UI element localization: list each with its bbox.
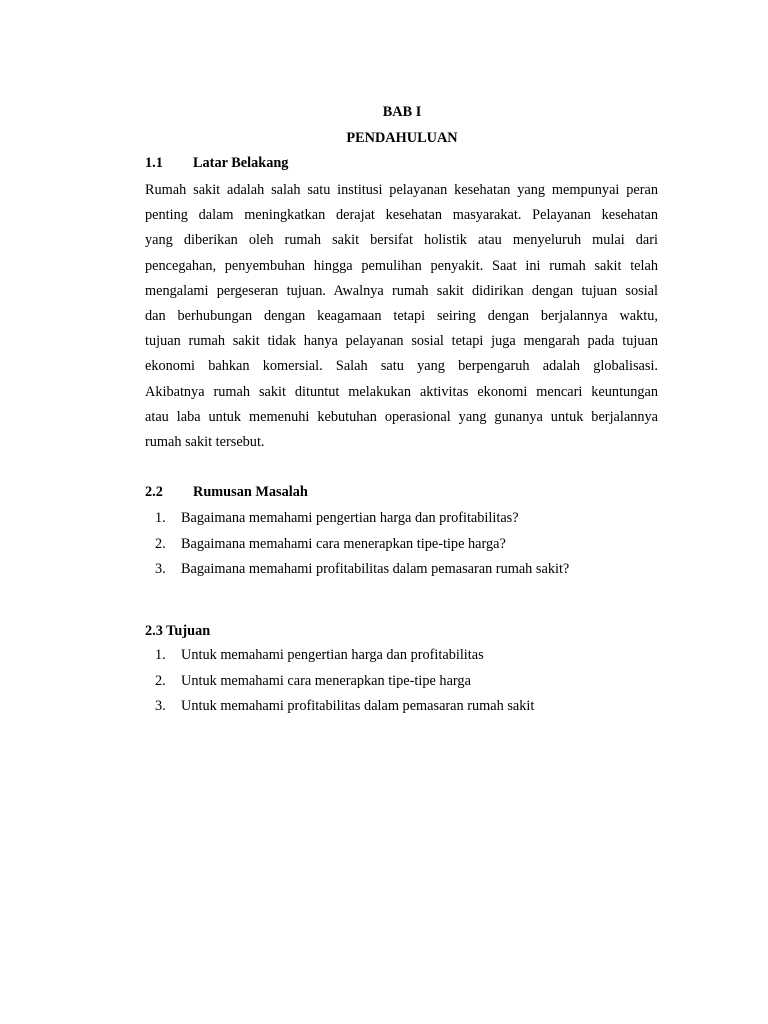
list-item <box>155 532 569 558</box>
list-item <box>155 669 534 695</box>
paragraph-line: yang diberikan oleh rumah sakit bersifat holistik atau menyeluruh mulai dari <box>145 232 658 249</box>
list-item <box>155 506 569 532</box>
list-item-text: Bagaimana memahami profitabilitas dalam pemasaran rumah sakit? <box>181 561 570 577</box>
latar-belakang-paragraph <box>145 178 658 455</box>
paragraph-line: atau laba untuk memenuhi kebutuhan operasional yang gunanya untuk berjalannya <box>145 408 658 425</box>
section-title: Rumusan Masalah <box>193 484 308 500</box>
list-item-text: Untuk memahami pengertian harga dan profitabilitas <box>181 647 484 663</box>
paragraph-line: mengalami pergeseran tujuan. Awalnya rumah sakit didirikan dengan tujuan sosial <box>145 282 658 299</box>
chapter-label: BAB I <box>382 104 422 120</box>
section-heading-latar-belakang <box>145 155 288 172</box>
tujuan-list <box>155 643 534 720</box>
paragraph-line: dan berhubungan dengan keagamaan tetapi seiring dengan berjalannya waktu, <box>145 307 658 324</box>
section-number: 2.2 <box>145 484 163 500</box>
list-marker: 2. <box>155 535 166 552</box>
paragraph-line: ekonomi bahkan komersial. Salah satu yang berpengaruh adalah globalisasi. <box>145 358 658 375</box>
paragraph-line: penting dalam meningkatkan derajat kesehatan masyarakat. Pelayanan kesehatan <box>145 207 658 224</box>
list-item-text: Untuk memahami profitabilitas dalam pemasaran rumah sakit <box>181 698 535 714</box>
paragraph-line: rumah sakit tersebut. <box>145 433 265 450</box>
section-number: 1.1 <box>145 155 163 171</box>
paragraph-line: Akibatnya rumah sakit dituntut melakukan aktivitas ekonomi mencari keuntungan <box>145 383 658 400</box>
list-item <box>155 694 534 720</box>
list-marker: 1. <box>155 510 166 526</box>
list-marker: 3. <box>155 698 166 714</box>
paragraph-line: pencegahan, penyembuhan hingga pemulihan penyakit. Saat ini rumah sakit telah <box>145 257 658 274</box>
list-marker: 1. <box>155 647 166 663</box>
list-marker: 3. <box>155 561 166 577</box>
list-item-text: Untuk memahami cara menerapkan tipe-tipe harga <box>181 672 471 689</box>
list-marker: 2. <box>155 672 166 689</box>
section-heading-rumusan-masalah <box>145 484 308 501</box>
paragraph-line: tujuan rumah sakit tidak hanya pelayanan sosial tetapi juga mengarah pada tujuan <box>145 333 658 350</box>
list-item-text: Bagaimana memahami cara menerapkan tipe-tipe harga? <box>181 535 506 552</box>
section-heading-tujuan <box>145 623 210 640</box>
chapter-title: PENDAHULUAN <box>346 130 458 146</box>
rumusan-masalah-list <box>155 506 569 583</box>
section-title: Latar Belakang <box>193 155 289 171</box>
section-title: 2.3 Tujuan <box>145 623 211 639</box>
list-item <box>155 557 569 583</box>
paragraph-line: Rumah sakit adalah salah satu institusi pelayanan kesehatan yang mempunyai peran <box>145 182 658 198</box>
list-item <box>155 643 534 669</box>
list-item-text: Bagaimana memahami pengertian harga dan profitabilitas? <box>181 510 519 526</box>
